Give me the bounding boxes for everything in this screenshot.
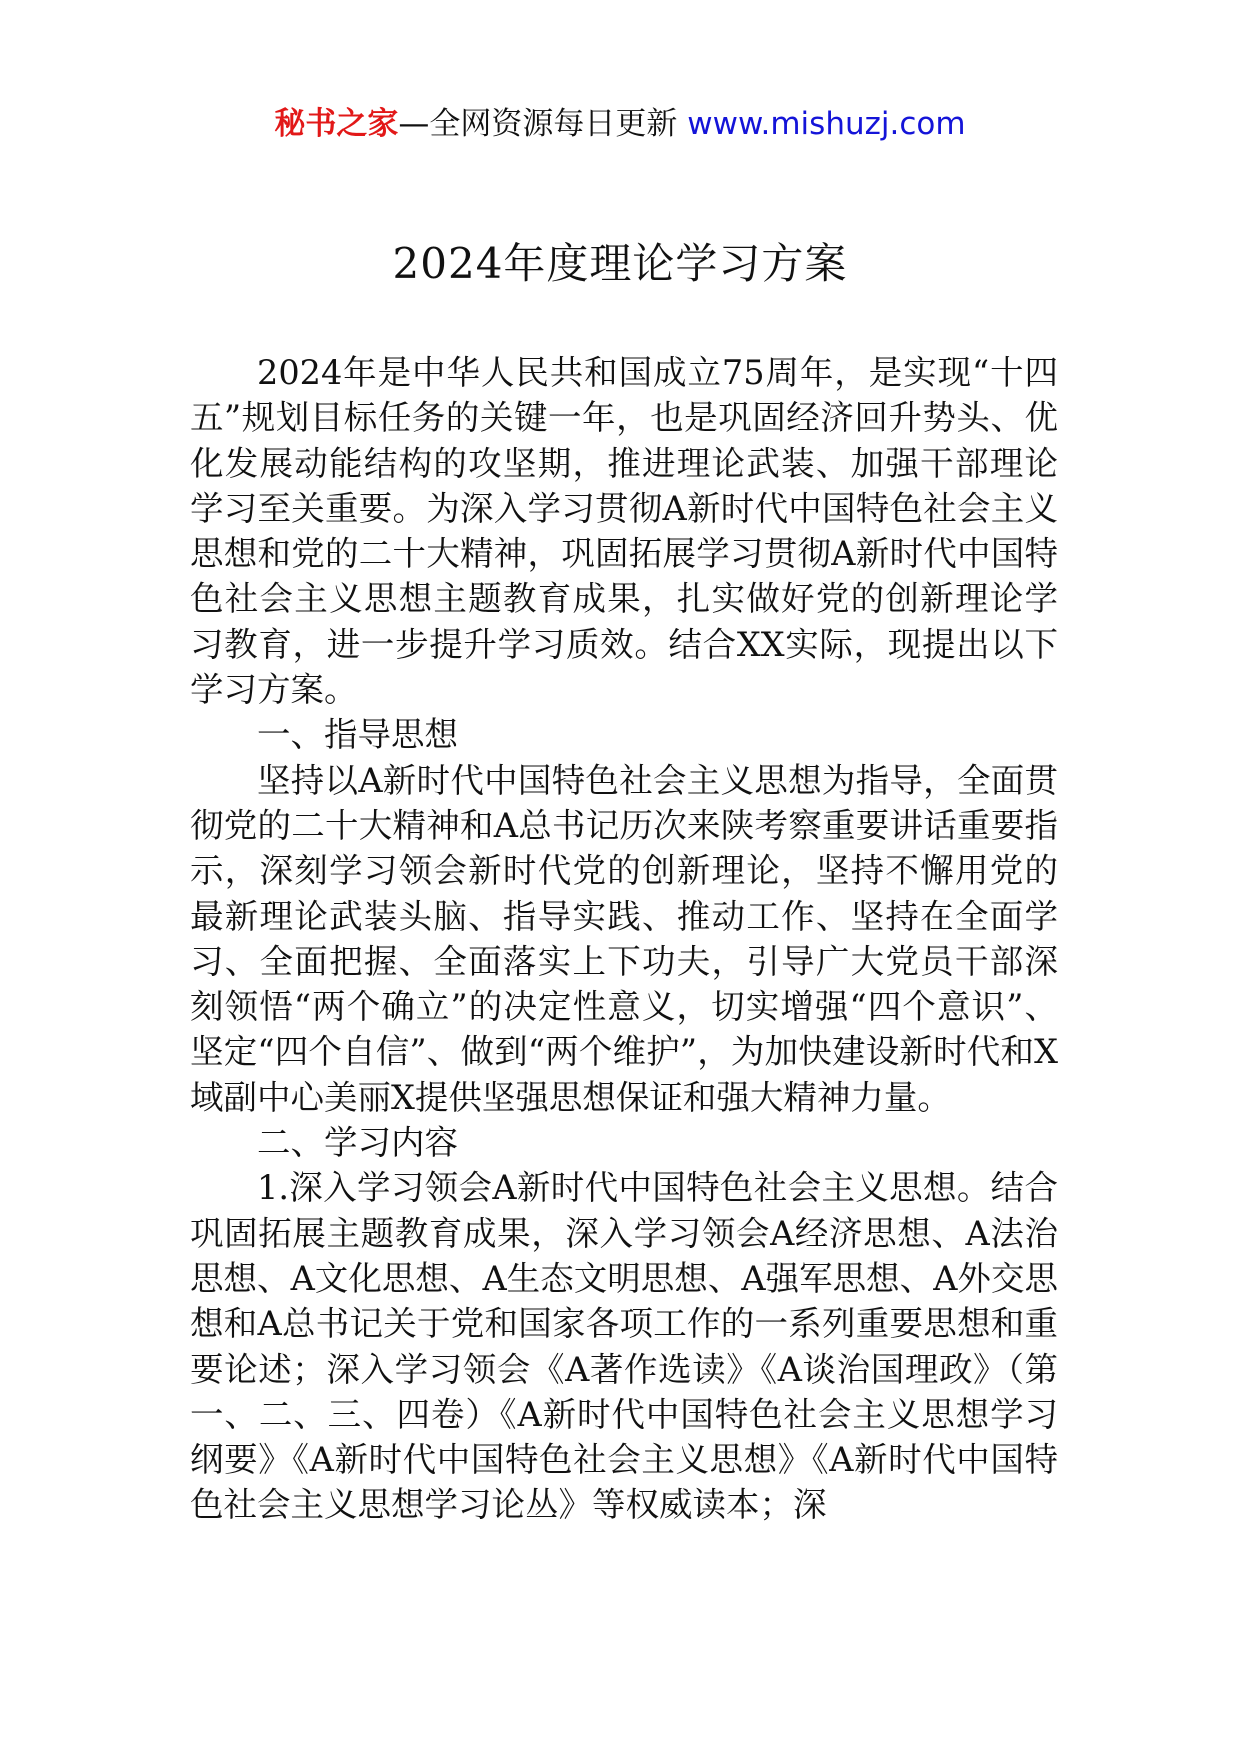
- intro-paragraph: 2024年是中华人民共和国成立75周年，是实现“十四五”规划目标任务的关键一年，也是巩固经济回升势头、优化发展动能结构的攻坚期，推进理论武装、加强干部理论学习至关重要。为深入学习贯彻A新时代中国特色社会主义思想和党的二十大精神，巩固拓展学习贯彻A新时代中国特色社会主义思想主题教育成果，扎实做好党的创新理论学习教育，进一步提升学习质效。结合XX实际，现提出以下学习方案。: [190, 353, 1058, 710]
- guiding-ideology-paragraph: 坚持以A新时代中国特色社会主义思想为指导，全面贯彻党的二十大精神和A总书记历次来陕考察重要讲话重要指示，深刻学习领会新时代党的创新理论，坚持不懈用党的最新理论武装头脑、指导实践、推动工作、坚持在全面学习、全面把握、全面落实上下功夫，引导广大党员干部深刻领悟“两个确立”的决定性意义，切实增强“四个意识”、坚定“四个自信”、做到“两个维护”，为加快建设新时代和X域副中心美丽X提供坚强思想保证和强大精神力量。: [190, 760, 1058, 1117]
- document-body: [190, 350, 1058, 1528]
- document-title: 2024年度理论学习方案: [392, 239, 848, 288]
- site-header: [0, 102, 1240, 146]
- study-content-item-1: 1.深入学习领会A新时代中国特色社会主义思想。结合巩固拓展主题教育成果，深入学习领会A经济思想、A法治思想、A文化思想、A生态文明思想、A强军思想、A外交思想和A总书记关于党和国家各项工作的一系列重要思想和重要论述；深入学习领会《A著作选读》《A谈治国理政》（第一、二、三、四卷）《A新时代中国特色社会主义思想学习纲要》《A新时代中国特色社会主义思想》《A新时代中国特色社会主义思想学习论丛》等权威读本；深: [190, 1168, 1058, 1525]
- site-tagline: —全网资源每日更新: [398, 106, 688, 142]
- section-heading-guiding-ideology: 一、指导思想: [257, 715, 458, 755]
- section-heading-study-content: 二、学习内容: [257, 1123, 458, 1163]
- site-brand: 秘书之家: [274, 106, 399, 142]
- site-url-link[interactable]: www.mishuzj.com: [687, 106, 966, 142]
